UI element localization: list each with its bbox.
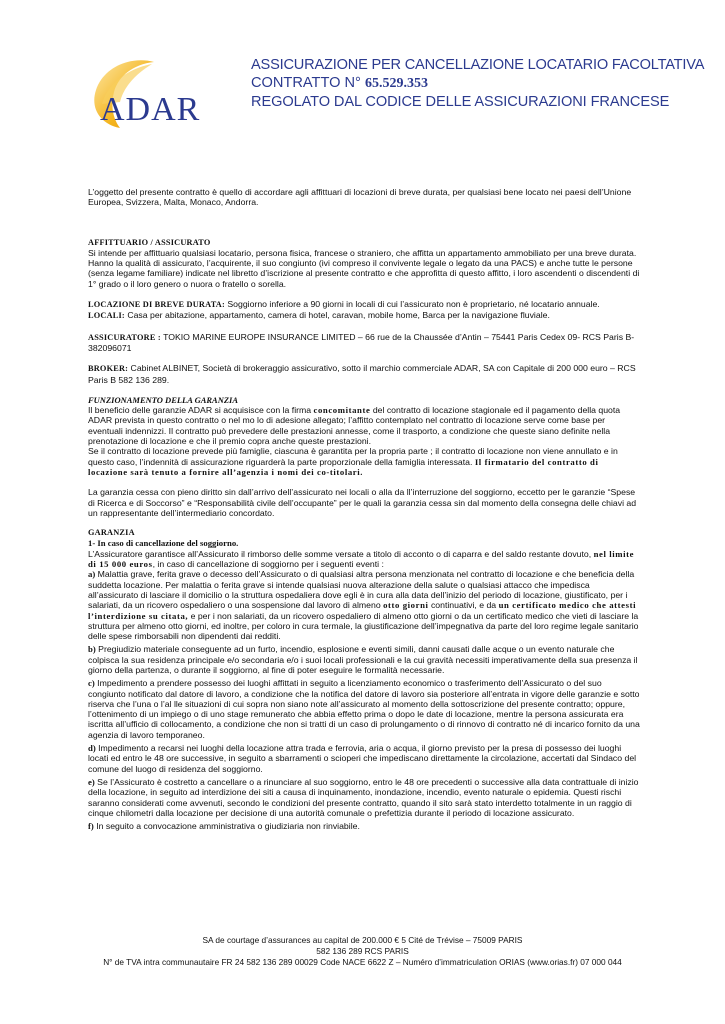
garanzia-heading: GARANZIA [88,528,135,538]
garanzia-item-f: f) In seguito a convocazione amministrativa o giudiziaria non rinviabile. [88,821,360,832]
garanzia-item-e: e) Se l’Assicurato è costretto a cancellare o a rinunciare al suo soggiorno, entro le 48 ore precedenti o successive alla data contrattuale di inizio della locazione, in seguito ad interdizione dei siti a causa di inquinamento, inondazione, incendio, evento naturale o epidemia. Questi rischi saranno considerati come avvenuti, secondo le condizioni del presente contratto, quando il sito sarà stato interdetto totalmente in un raggio di cinque chilometri dalla locazione per decisione di una autorità comunale o prefettizia durante il periodo di locazione assicurato. [88,776,639,818]
contract-label: CONTRATTO N° [251,75,361,91]
document-title: ASSICURAZIONE PER CANCELLAZIONE LOCATARIO FACOLTATIVA [251,57,705,73]
garanzia-item-b: b) Pregiudizio materiale conseguente ad un furto, incendio, esplosione e eventi simili, danni causati dalle acque o un evento naturale che colpisca la sua residenza principale e/o secondaria e/o i suoi locali professionali e la cui gravità necessiti imperativamente della sua presenza il giorno della partenza, o durante il soggiorno, al fine di poter eseguire le formalità necessarie. [88,644,638,675]
page-footer [0,935,725,968]
contract-number-value: 65.529.353 [364,76,428,91]
intro-paragraph: L’oggetto del presente contratto è quello di accordare agli affittuari di locazioni di breve durata, per qualsiasi bene locato nei paesi dell’Unione Europea, Svizzera, Malta, Monaco, Andorra. [88,187,632,208]
document-subtitle: REGOLATO DAL CODICE DELLE ASSICURAZIONI FRANCESE [251,94,670,110]
affittuario-heading: AFFITTUARIO / ASSICURATO [88,237,211,247]
garanzia-item-d: d) Impedimento a recarsi nei luoghi della locazione attra trada e ferrovia, aria o acqua, il giorno previsto per la presa di possesso dei luoghi locati ed entro le 48 ore successive, in seguito a sbarramenti o scioperi che impediscano direttamente la circolazione, accertati dal Sindaco del comune del luogo di residenza del soggiorno. [88,743,637,774]
contract-number [251,75,428,92]
footer-company-line: SA de courtage d’assurances au capital de 200.000 € 5 Cité de Trévise – 75009 PARIS [202,935,523,945]
funzionamento-heading: FUNZIONAMENTO DELLA GARANZIA [88,394,239,405]
locali-paragraph: LOCALI: Casa per abitazione, appartamento, camera di hotel, caravan, mobile home, Barca per la navigazione fluviale. [88,310,550,321]
affittuario-insured: Hanno la qualità di assicurato, l’acquirente, il suo congiunto (ivi compreso il convivente legale o legato da una PACS) e anche tutte le persone (senza legame familiare) indicate nel libretto d’iscrizione al presente contratto e che approfitta di questo affitto, i loro ascendenti o discendenti di 1° grado o il loro genero o nuora o fratello o sorella. [88,258,640,289]
garanzia-subheading: 1- In caso di cancellazione del soggiorno. [88,538,239,549]
adar-logo [84,52,214,132]
assicuratore-paragraph: ASSICURATORE : TOKIO MARINE EUROPE INSURANCE LIMITED – 66 rue de la Chaussée d’Antin – 75441 Paris Cedex 09- RCS Paris B-382096071 [88,331,635,353]
garanzia-item-c: c) Impedimento a prendere possesso dei luoghi affittati in seguito a licenziamento economico o trasferimento dell’Assicurato o del suo congiunto notificato dal datore di lavoro, a condizione che la notifica del datore di lavoro sia posteriore all’entrata in vigore delle garanzie e sotto riserva che l’una o l’al lle situazioni di cui sopra non siano note all’assicurato al momento della sottoscrizione del presente contratto; oppure, l’ottenimento di un impiego o di uno stage remunerato che abbia effetto prima o dopo le date di locazione, mentre la persona assicurata era iscritta all’ufficio di collocamento, a condizione che non si tratti di un caso di prolungamento o di rinnovo di contratto né di incarico fornito da una agenzia di lavoro temporaneo. [88,678,640,740]
locazione-paragraph: LOCAZIONE DI BREVE DURATA: Soggiorno inferiore a 90 giorni in locali di cui l’assicurato non è proprietario, né locatario annuale. [88,299,600,310]
footer-vat-line: N° de TVA intra communautaire FR 24 582 136 289 00029 Code NACE 6622 Z – Numéro d’immatriculation ORIAS (www.orias.fr) 07 000 044 [103,957,622,967]
funzionamento-p3: La garanzia cessa con pieno diritto sin dall’arrivo dell’assicurato nei locali o alla da ll’interruzione del soggiorno, eccetto per le garanzie “Spese di Ricerca e di Soccorso” e “Responsabilità civile dell’occupante” per le quali la garanzia cessa sin dal momento della consegna delle chiavi ad un rappresentante dell’intermediario concordato. [88,487,637,518]
document-body [88,187,640,831]
funzionamento-p1: Il beneficio delle garanzie ADAR si acquisisce con la firma concomitante del contratto di locazione stagionale ed il pagamento della quota ADAR prevista in questo contratto o nel mo lo di adesione allegato; l’affitto contemplato nel contratto di locazione serve come base per eventuali indennizzi. Il contratto può prevedere delle prestazioni annesse, come il trasporto, a condizione che queste siano definite nella prenotazione di locazione e che il premio copra anche queste prestazioni. [88,405,621,447]
affittuario-definition: Si intende per affittuario qualsiasi locatario, persona fisica, francese o straniero, che affitta un appartamento ammobiliato per una breve durata. [88,247,637,258]
garanzia-item-a: a) Malattia grave, ferita grave o decesso dell’Assicurato o di qualsiasi altra persona menzionata nel contratto di locazione e che beneficia della suddetta locazione. Per malattia o ferita grave si intende qualsiasi nuova alterazione della salute o qualsiasi attacco che impedisca all’assicurato di lasciare il domicilio o la struttura ospedaliera dove egli è in cura alla data dell’inizio del periodo di locazione, giustificato, per i salariati, da un ricovero ospedaliero o una sospensione dal lavoro di almeno otto giorni continuativi, e da un certificato medico che attesti l’interdizione su citata, e per i non salariati, da un ricovero ospedaliero di almeno otto giorni o da un certificato medico che vieti di lasciare la struttura per almeno otto giorni, ed inoltre, per coloro in cura termale, la giustificazione dell’impegnativa da parte del loro regime legale sanitario delle spese rimborsabili non dipendenti dai redditi. [88,569,639,642]
broker-paragraph: BROKER: Cabinet ALBINET, Società di brokeraggio assicurativo, sotto il marchio commerciale ADAR, SA con Capitale di 200 000 euro – RCS Paris B 582 136 289. [88,363,636,385]
garanzia-intro: L’Assicuratore garantisce all’Assicurato il rimborso delle somme versate a titolo di acconto o di caparra e del saldo restante dovuto, nel limite di 15 000 euros, in caso di cancellazione di soggiorno per i seguenti eventi : [88,548,635,570]
funzionamento-p2: Se il contratto di locazione prevede più famiglie, ciascuna è garantita per la propria parte ; il contratto di locazione non viene annullato e in questo caso, l’indennità di assicurazione riguarderà la parte proporzionale della famiglia interessata. Il firmatario del contratto di locazione sarà tenuto a fornire all’agenzia i nomi dei co-titolari. [88,446,618,477]
logo-text: ADAR [100,91,201,128]
footer-rcs-line: 582 136 289 RCS PARIS [316,946,409,956]
